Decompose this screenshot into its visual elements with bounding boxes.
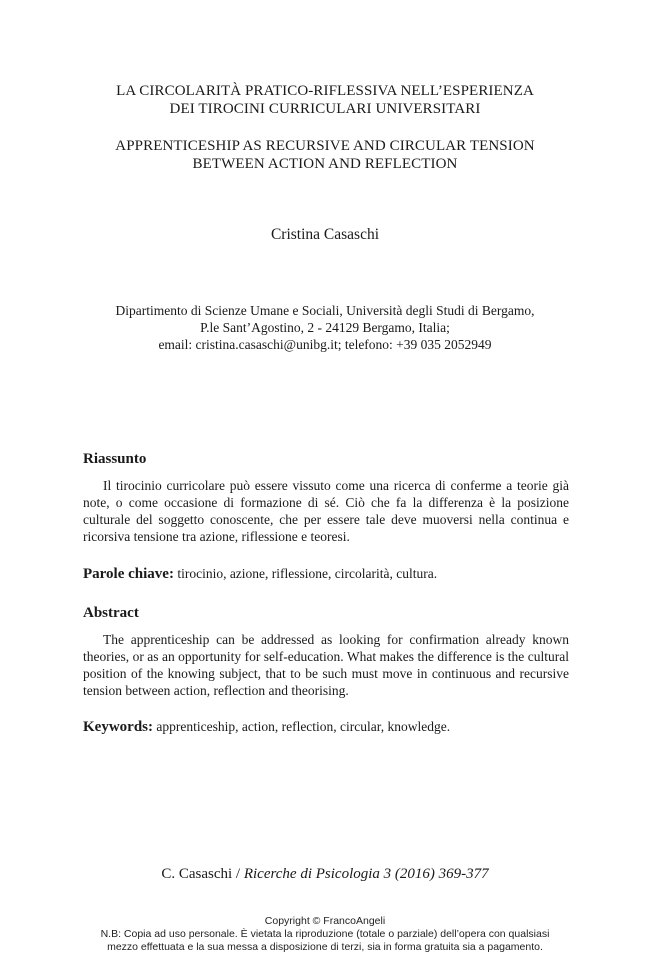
- citation-author: C. Casaschi /: [161, 866, 241, 882]
- riassunto-text: Il tirocinio curricolare può essere vissuto come una ricerca di conferme a teorie già note, o come occasione di formazione di sé. Ciò che fa la differenza è la posizione culturale del soggetto conoscente, che per essere tale deve muoversi nella continua e ricorsiva tensione tra azione, riflessione e teoresi.: [83, 478, 569, 544]
- italian-title-line-2: DEI TIROCINI CURRICULARI UNIVERSITARI: [169, 101, 481, 117]
- abstract-text: The apprenticeship can be addressed as looking for confirmation already known theories, or as an opportunity for self-education. What makes the difference is the cultural position of the knowing subject, that to be such must move in continuous and recursive tension between action, reflection and theorising.: [83, 632, 569, 698]
- keywords: [83, 719, 569, 736]
- parole-chiave-text: tirocinio, azione, riflessione, circolarità, cultura.: [177, 566, 438, 581]
- english-title: [0, 137, 650, 173]
- copyright-notice: [0, 915, 650, 954]
- abstract-heading: Abstract: [83, 605, 139, 621]
- copyright-notice-line-2: mezzo effettuata e la sua messa a disposizione di terzi, sia in forma gratuita sia a pagamento.: [107, 941, 543, 953]
- copyright-line: Copyright © FrancoAngeli: [264, 915, 386, 927]
- italian-title-line-1: LA CIRCOLARITÀ PRATICO-RIFLESSIVA NELL’ESPERIENZA: [116, 83, 534, 99]
- italian-title: [0, 82, 650, 118]
- affiliation-line-1: Dipartimento di Scienze Umane e Sociali, Università degli Studi di Bergamo,: [115, 303, 535, 318]
- keywords-text: apprenticeship, action, reflection, circular, knowledge.: [156, 719, 451, 734]
- english-title-line-2: BETWEEN ACTION AND REFLECTION: [192, 156, 458, 172]
- journal-citation: [0, 866, 650, 883]
- keywords-label: Keywords:: [83, 719, 153, 735]
- abstract-body: [83, 631, 569, 699]
- affiliation: [0, 302, 650, 353]
- affiliation-email-line: email: cristina.casaschi@unibg.it; telefono: +39 035 2052949: [158, 337, 492, 352]
- parole-chiave: [83, 566, 569, 583]
- citation-journal: Ricerche di Psicologia 3 (2016) 369-377: [243, 866, 489, 882]
- english-title-line-1: APPRENTICESHIP AS RECURSIVE AND CIRCULAR TENSION: [115, 138, 535, 154]
- riassunto-body: [83, 477, 569, 545]
- affiliation-line-2: P.le Sant’Agostino, 2 - 24129 Bergamo, Italia;: [200, 320, 450, 335]
- author-name: Cristina Casaschi: [270, 226, 380, 243]
- parole-chiave-label: Parole chiave:: [83, 566, 174, 582]
- riassunto-heading: Riassunto: [83, 451, 147, 467]
- copyright-notice-line-1: N.B: Copia ad uso personale. È vietata la riproduzione (totale o parziale) dell’opera con qualsiasi: [100, 928, 550, 940]
